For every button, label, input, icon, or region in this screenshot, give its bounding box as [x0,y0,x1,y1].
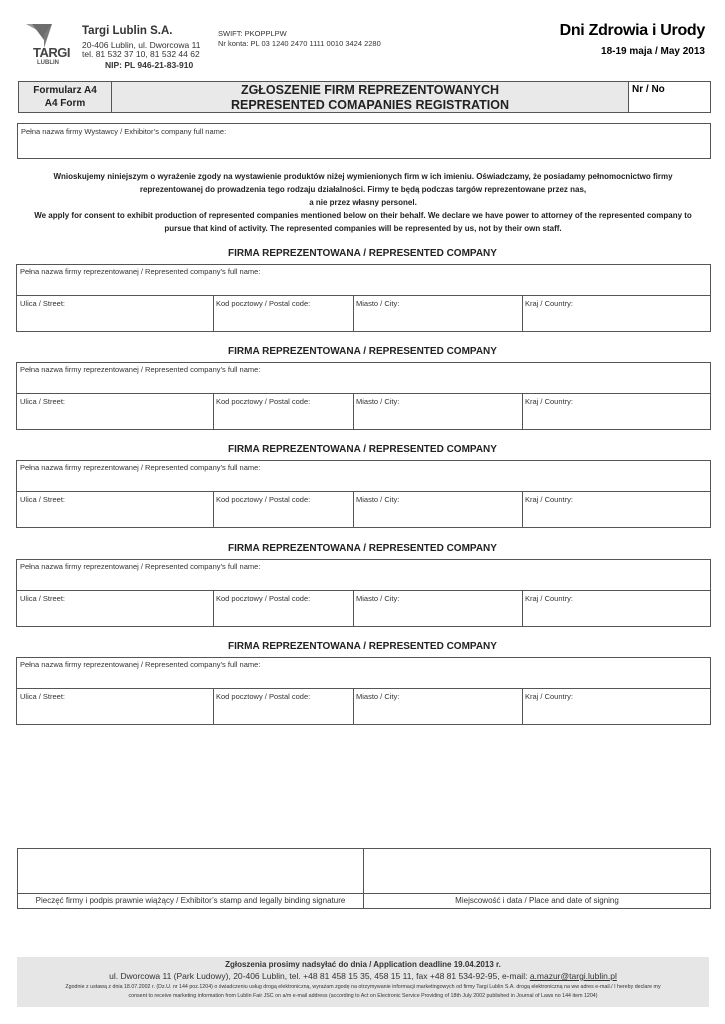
city-label: Miasto / City: [356,299,400,308]
street-label: Ulica / Street: [20,594,66,603]
company-full-name-label: Pełna nazwa firmy reprezentowanej / Represented company’s full name: [20,660,261,669]
stamp-signature-label: Pieczęć firmy i podpis prawnie wiążący / Exhibitor’s stamp and legally binding signature [35,896,346,905]
company-full-name-label: Pełna nazwa firmy reprezentowanej / Represented company’s full name: [20,365,261,374]
exhibitor-name-label: Pełna nazwa firmy Wystawcy / Exhibitor’s company full name: [21,127,227,136]
contact-line [17,971,709,981]
logo-subtext: LUBLIN [37,60,59,66]
organizer-address: 20-406 Lublin, ul. Dworcowa 11 [82,40,201,50]
form-title-pl: ZGŁOSZENIE FIRM REPREZENTOWANYCH [240,83,500,97]
form-number-field[interactable] [630,82,710,112]
stamp-signature-field[interactable] [18,849,363,893]
targi-lublin-logo [22,22,78,70]
form-title-row [18,81,711,113]
declaration-line: reprezentowanej do prowadzenia tego rodzaju działalności. Firmy te będą podczas targów reprezentowane przez nas, [139,185,587,194]
organizer-phones: tel. 81 532 37 10, 81 532 44 62 [82,49,200,59]
postal-code-label: Kod pocztowy / Postal code: [216,299,311,308]
company-block [16,657,711,725]
postal-code-label: Kod pocztowy / Postal code: [216,692,311,701]
city-label: Miasto / City: [356,594,400,603]
street-label: Ulica / Street: [20,495,66,504]
event-date: 18-19 maja / May 2013 [601,46,705,57]
street-label: Ulica / Street: [20,397,66,406]
form-title-en: REPRESENTED COMAPANIES REGISTRATION [230,97,510,112]
company-block [16,362,711,430]
street-label: Ulica / Street: [20,692,66,701]
street-label: Ulica / Street: [20,299,66,308]
company-section-heading: FIRMA REPREZENTOWANA / REPRESENTED COMPANY [228,543,497,554]
legal-line-2: consent to receive marketing information from Lublin Fair JSC on a/m e-mail address (according to Act on Electronic Service Providing of 18th July 2002 published in Journal of Laws no 144 item 1204) [128,993,598,999]
company-section-heading: FIRMA REPREZENTOWANA / REPRESENTED COMPANY [228,248,497,259]
declaration-line: Wnioskujemy niniejszym o wyrażenie zgody na wystawienie produktów niżej wymienionych firm w ich imieniu. Oświadczamy, że posiadamy pełnomocnictwo firmy [53,172,673,181]
event-title: Dni Zdrowia i Urody [559,22,705,39]
contact-details: ul. Dworcowa 11 (Park Ludowy), 20-406 Lublin, tel. +48 81 458 15 35, 458 15 11, fax +48 81 534-92-95, e-mail: [109,971,530,981]
email-link[interactable]: a.mazur@targi.lublin.pl [529,971,617,981]
form-code-pl: Formularz A4 [33,85,97,96]
exhibitor-name-field[interactable] [17,123,711,159]
city-label: Miasto / City: [356,495,400,504]
logo-wordmark: TARGI [33,45,70,60]
company-block [16,264,711,332]
form-title-cell [112,82,629,112]
place-date-label: Miejscowość i data / Place and date of signing [455,896,619,905]
country-label: Kraj / Country: [525,594,573,603]
postal-code-label: Kod pocztowy / Postal code: [216,397,311,406]
company-full-name-label: Pełna nazwa firmy reprezentowanej / Represented company’s full name: [20,562,261,571]
bank-account: Nr konta: PL 03 1240 2470 1111 0010 3424 2280 [218,39,381,48]
country-label: Kraj / Country: [525,692,573,701]
country-label: Kraj / Country: [525,495,573,504]
form-code-cell [19,82,112,112]
postal-code-label: Kod pocztowy / Postal code: [216,495,311,504]
form-code-en: A4 Form [44,98,86,109]
organizer-nip: NIP: PL 946-21-83-910 [105,60,194,70]
company-section-heading: FIRMA REPREZENTOWANA / REPRESENTED COMPANY [228,346,497,357]
signature-block [17,848,711,909]
company-full-name-label: Pełna nazwa firmy reprezentowanej / Represented company’s full name: [20,267,261,276]
declaration-line: We apply for consent to exhibit production of represented companies mentioned below on their behalf. We declare we have power to attorney of the represented company to [34,211,692,220]
declaration-line: a nie przez własny personel. [309,198,417,207]
swift-code: SWIFT: PKOPPLPW [218,29,287,38]
postal-code-label: Kod pocztowy / Postal code: [216,594,311,603]
company-block [16,460,711,528]
deadline-text: Zgłoszenia prosimy nadsyłać do dnia / Application deadline 19.04.2013 r. [225,960,501,969]
country-label: Kraj / Country: [525,299,573,308]
footer [17,957,709,1007]
declaration-line: pursue that kind of activity. The represented companies will be represented by us, not by their own staff. [164,224,562,233]
organizer-name: Targi Lublin S.A. [82,25,173,37]
form-number-label: Nr / No [632,84,665,95]
declaration-text [24,170,702,235]
company-section-heading: FIRMA REPREZENTOWANA / REPRESENTED COMPANY [228,444,497,455]
place-date-field[interactable] [364,849,710,893]
city-label: Miasto / City: [356,397,400,406]
city-label: Miasto / City: [356,692,400,701]
legal-line-1: Zgodnie z ustawą z dnia 18.07.2002 r. (Dz.U. nr 144 poz.1204) o świadczeniu usług drogą elektroniczną, wyrażam zgodę na otrzymywanie informacji marketingowych od firmy Targi Lublin S.A. drogą elektroniczną na ww adres e-mail./ I hereby declare my [65,984,661,990]
company-block [16,559,711,627]
company-section-heading: FIRMA REPREZENTOWANA / REPRESENTED COMPANY [228,641,497,652]
company-full-name-label: Pełna nazwa firmy reprezentowanej / Represented company’s full name: [20,463,261,472]
country-label: Kraj / Country: [525,397,573,406]
